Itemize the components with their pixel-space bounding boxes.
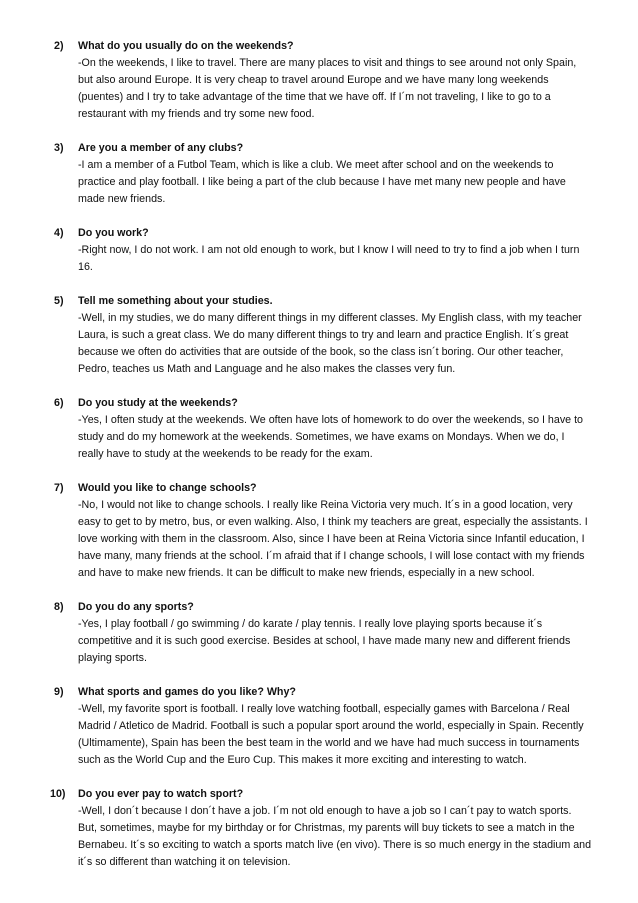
answer-line: because we often do activities that are outside of the book, so the class isn´t boring. Our other teacher, (78, 346, 564, 358)
qa-item-9 (54, 684, 598, 769)
question-number: 3) (54, 142, 64, 154)
answer-line: such as the World Cup and the Euro Cup. This makes it more exciting and interesting to watch. (78, 754, 527, 766)
question-text: Tell me something about your studies. (78, 295, 273, 307)
question-heading (54, 225, 598, 242)
question-number: 7) (54, 482, 64, 494)
qa-item-7 (54, 480, 598, 582)
qa-item-8 (54, 599, 598, 667)
question-heading (54, 395, 598, 412)
question-number: 8) (54, 601, 64, 613)
qa-item-6 (54, 395, 598, 463)
answer-text (78, 616, 598, 667)
answer-line: Madrid / Atletico de Madrid. Football is such a popular sport around the world, especially in Spain. Recently (78, 720, 584, 732)
question-text: What do you usually do on the weekends? (78, 40, 294, 52)
question-text: Do you work? (78, 227, 149, 239)
answer-text (78, 701, 598, 769)
question-heading (54, 684, 598, 701)
qa-item-5 (54, 293, 598, 378)
answer-line: restaurant with my friends and try some new food. (78, 108, 315, 120)
answer-line: playing sports. (78, 652, 147, 664)
answer-line: study and do my homework at the weekends. Sometimes, we have exams on Mondays. When we do, I (78, 431, 565, 443)
answer-text (78, 55, 598, 123)
answer-line: -No, I would not like to change schools. I really like Reina Victoria very much. It´s in a good location, very (78, 499, 573, 511)
answer-text (78, 310, 598, 378)
question-number: 5) (54, 295, 64, 307)
answer-text (78, 803, 598, 871)
answer-line: it´s so different than watching it on television. (78, 856, 291, 868)
answer-line: 16. (78, 261, 93, 273)
answer-line: and have to make new friends. It can be difficult to make new friends, especially in a new school. (78, 567, 535, 579)
answer-line: But, sometimes, maybe for my birthday or for Christmas, my parents will buy tickets to see a match in the (78, 822, 575, 834)
question-number: 6) (54, 397, 64, 409)
answer-text (78, 497, 598, 582)
answer-line: competitive and it is such good exercise. Besides at school, I have made many new and different friends (78, 635, 571, 647)
question-number: 4) (54, 227, 64, 239)
question-heading (54, 480, 598, 497)
answer-line: but also around Europe. It is very cheap to travel around Europe and we have many long weekends (78, 74, 549, 86)
question-text: Do you ever pay to watch sport? (78, 788, 244, 800)
answer-line: really have to study at the weekends to be ready for the exam. (78, 448, 373, 460)
qa-item-10 (50, 786, 598, 871)
answer-text (78, 157, 598, 208)
answer-line: -Well, I don´t because I don´t have a job. I´m not old enough to have a job so I can´t pay to watch sports. (78, 805, 572, 817)
answer-text (78, 242, 598, 276)
answer-line: Pedro, teaches us Math and Language and he also makes the classes very fun. (78, 363, 456, 375)
question-text: Do you study at the weekends? (78, 397, 238, 409)
answer-line: -Yes, I play football / go swimming / do karate / play tennis. I really love playing sports because it´s (78, 618, 543, 630)
question-heading (54, 140, 598, 157)
answer-line: -On the weekends, I like to travel. There are many places to visit and things to see around not only Spain, (78, 57, 577, 69)
answer-line: -Right now, I do not work. I am not old enough to work, but I know I will need to try to find a job when I turn (78, 244, 580, 256)
answer-line: love working with them in the classroom. Also, since I have been at Reina Victoria since Infantil education, I (78, 533, 585, 545)
qa-item-2 (54, 38, 598, 123)
question-heading (54, 38, 598, 55)
answer-text (78, 412, 598, 463)
answer-line: have many, many friends at the school. I´m afraid that if I change schools, I will lose contact with my friends (78, 550, 585, 562)
question-heading (54, 599, 598, 616)
answer-line: -Well, in my studies, we do many different things in my different classes. My English class, with my teacher (78, 312, 582, 324)
answer-line: Bernabeu. It´s so exciting to watch a sports match live (en vivo). There is so much energy in the stadium and (78, 839, 592, 851)
question-number: 10) (50, 788, 66, 800)
answer-line: -Well, my favorite sport is football. I really love watching football, especially games with Barcelona / Real (78, 703, 570, 715)
question-text: Do you do any sports? (78, 601, 194, 613)
question-number: 2) (54, 40, 64, 52)
question-heading (50, 786, 598, 803)
answer-line: easy to get to by metro, bus, or even walking. Also, I think my teachers are great, especially the assistants. I (78, 516, 588, 528)
answer-line: made new friends. (78, 193, 166, 205)
answer-line: -I am a member of a Futbol Team, which is like a club. We meet after school and on the weekends to (78, 159, 554, 171)
answer-line: -Yes, I often study at the weekends. We often have lots of homework to do over the weekends, so I have to (78, 414, 583, 426)
question-text: What sports and games do you like? Why? (78, 686, 296, 698)
answer-line: Laura, is such a great class. We do many different things to try and learn and practice English. It´s great (78, 329, 569, 341)
question-number: 9) (54, 686, 64, 698)
question-text: Are you a member of any clubs? (78, 142, 244, 154)
question-text: Would you like to change schools? (78, 482, 257, 494)
question-heading (54, 293, 598, 310)
answer-line: (Ultimamente), Spain has been the best team in the world and we have had much success in tournaments (78, 737, 580, 749)
qa-item-3 (54, 140, 598, 208)
answer-line: (puentes) and I try to take advantage of the time that we have off. If I´m not traveling, I like to go to a (78, 91, 551, 103)
answer-line: practice and play football. I like being a part of the club because I have met many new people and have (78, 176, 566, 188)
qa-item-4 (54, 225, 598, 276)
